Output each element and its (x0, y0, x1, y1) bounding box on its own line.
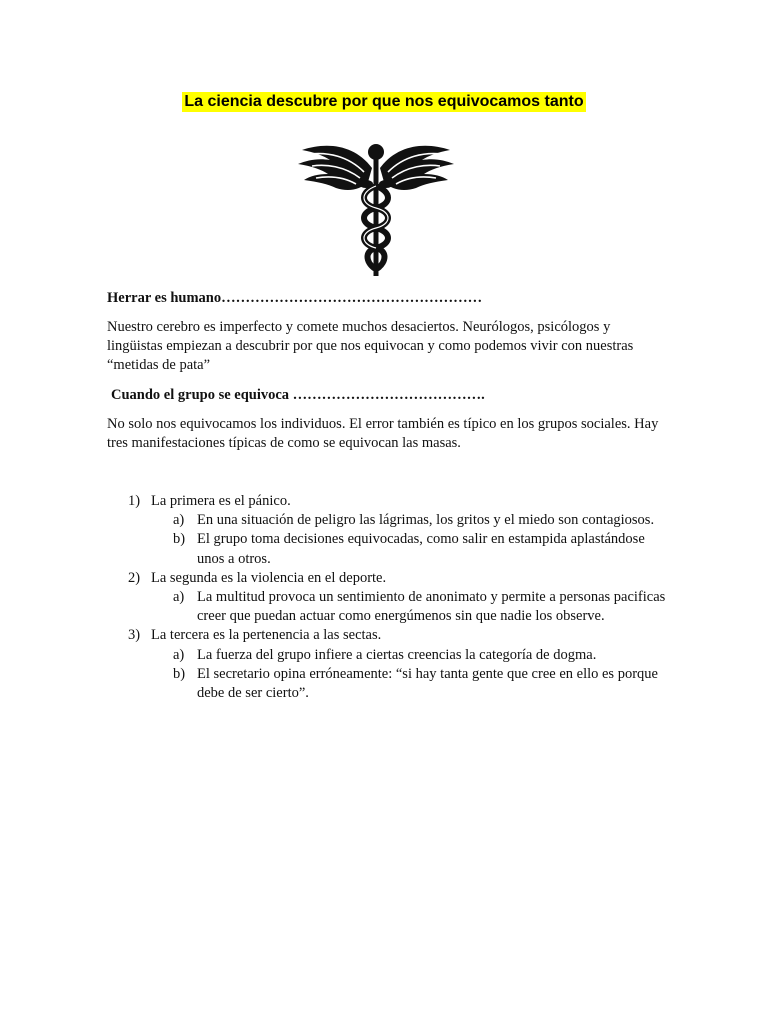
sub-list-marker: a) (173, 589, 185, 606)
numbered-list (107, 492, 667, 703)
sub-list-item (107, 646, 667, 665)
sub-list-item (107, 511, 667, 530)
sub-list-item-text: El secretario opina erróneamente: “si hay tanta gente que cree en ello es porque debe de ser cierto”. (197, 665, 658, 702)
list-marker: 2) (128, 569, 141, 586)
sub-list-item-text: En una situación de peligro las lágrimas, los gritos y el miedo son contagiosos. (197, 512, 655, 529)
list-item (107, 626, 667, 645)
sub-list-item-text: La multitud provoca un sentimiento de anonimato y permite a personas pacificas creer que puedan actuar como energúmenos sin que nadie los observe. (197, 589, 666, 625)
sub-list-item (107, 588, 667, 626)
list-item-text: La segunda es la violencia en el deporte. (151, 569, 387, 586)
list-marker: 3) (128, 627, 141, 644)
section-heading-grupo: Cuando el grupo se equivoca …………………………………. (111, 387, 485, 403)
list-item (107, 569, 667, 588)
sub-list-item (107, 530, 667, 568)
list-marker: 1) (128, 493, 141, 509)
sub-list-marker: b) (173, 665, 186, 682)
sub-list-item-text: El grupo toma decisiones equivocadas, como salir en estampida aplastándose unos a otros. (197, 531, 645, 567)
sub-list-item-text: La fuerza del grupo infiere a ciertas creencias la categoría de dogma. (197, 646, 597, 663)
list-item (107, 492, 667, 511)
sub-list-marker: a) (173, 646, 185, 663)
document-title: La ciencia descubre por que nos equivocamos tanto (184, 93, 584, 110)
sub-list-marker: b) (173, 531, 186, 548)
paragraph-grupos: No solo nos equivocamos los individuos. El error también es típico en los grupos sociales. Hay tres manifestaciones típicas de como se equivocan las masas. (107, 416, 659, 451)
sub-list-marker: a) (173, 512, 185, 529)
caduceus-icon (294, 138, 458, 278)
sub-list-item (107, 665, 667, 703)
paragraph-cerebro: Nuestro cerebro es imperfecto y comete muchos desaciertos. Neurólogos, psicólogos y lingüistas empiezan a descubrir por que nos equivocan y como podemos vivir con nuestras “metidas de pata” (107, 319, 634, 373)
list-item-text: La primera es el pánico. (151, 493, 291, 509)
section-heading-herrar: Herrar es humano……………………………………………… (107, 290, 483, 306)
title-wrap (0, 92, 768, 112)
list-item-text: La tercera es la pertenencia a las sectas. (151, 627, 382, 644)
